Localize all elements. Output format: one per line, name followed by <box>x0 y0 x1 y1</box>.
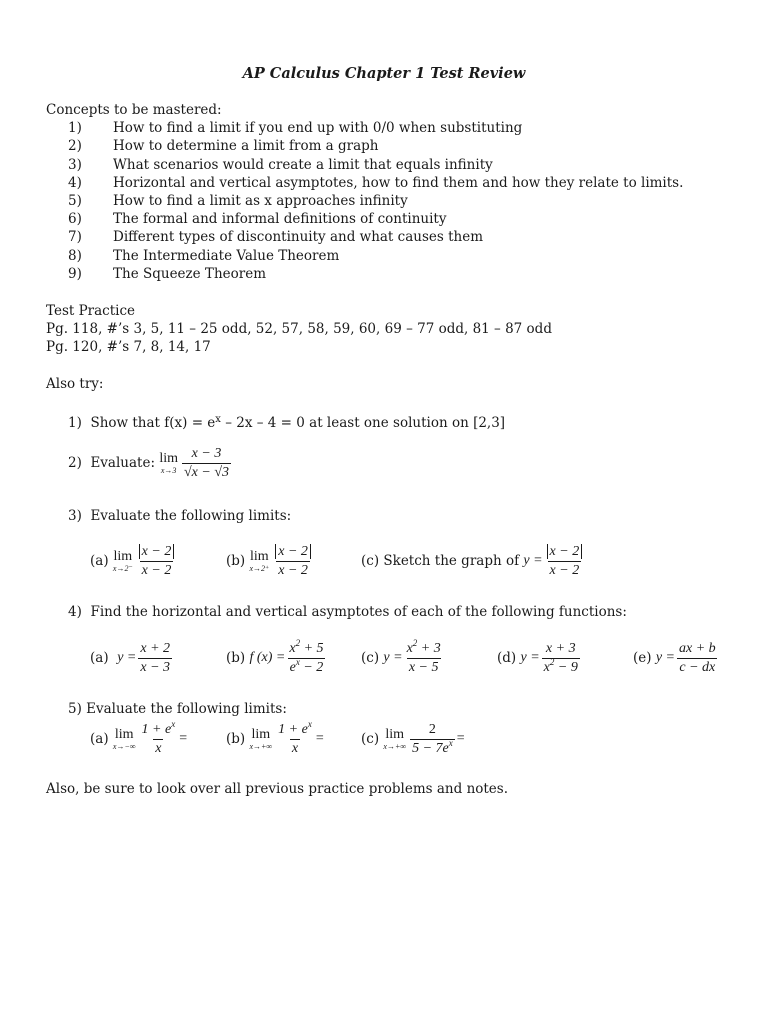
absolute-value: x − 2 <box>547 544 583 559</box>
part-label: (c) <box>361 731 380 748</box>
fraction <box>405 638 443 676</box>
numerator: x + 2 <box>140 641 171 656</box>
denominator: x <box>291 741 299 756</box>
problem-2 <box>68 446 233 481</box>
lim-word: lim <box>385 727 405 742</box>
problem-text: – 2x – 4 = 0 at least one solution on [2,3] <box>220 415 506 431</box>
limit-operator <box>383 728 406 751</box>
problem-4a <box>90 641 174 676</box>
part-label: (b) <box>226 553 246 570</box>
test-practice-line: Pg. 118, #’s 3, 5, 11 – 25 odd, 52, 57, 58, 59, 60, 69 – 77 odd, 81 – 87 odd <box>46 321 552 338</box>
fraction <box>140 719 178 757</box>
test-practice-heading: Test Practice <box>46 303 136 319</box>
exponent: x <box>307 719 312 729</box>
limit-operator <box>159 452 178 475</box>
numerator: 2 <box>428 722 436 737</box>
page-title: AP Calculus Chapter 1 Test Review <box>242 65 526 82</box>
numerator <box>273 544 313 561</box>
list-number: 1) <box>68 120 82 137</box>
part-label: (b) <box>226 650 246 667</box>
problem-5c <box>361 722 465 757</box>
problem-3a <box>90 544 178 579</box>
limit-operator <box>113 550 133 573</box>
fraction <box>182 446 231 481</box>
list-number: 7) <box>68 229 82 246</box>
denominator <box>542 658 580 676</box>
list-item <box>46 192 683 210</box>
list-text: How to find a limit as x approaches infinity <box>113 193 408 210</box>
denominator: x − 5 <box>408 660 439 675</box>
concepts-heading: Concepts to be mastered: <box>46 102 222 118</box>
lhs: y = <box>383 650 403 666</box>
equals-sign: = <box>456 731 465 747</box>
part-label: (d) <box>497 650 517 667</box>
list-text: How to determine a limit from a graph <box>113 138 379 155</box>
lhs: y = <box>523 553 543 569</box>
also-try-heading: Also try: <box>46 376 104 392</box>
numerator: ax + b <box>679 641 716 656</box>
problem-number: 2) <box>68 455 82 472</box>
part-label: (b) <box>226 731 246 748</box>
lhs: y = <box>520 650 540 666</box>
part-label: (a) <box>90 731 109 748</box>
exponent: 2 <box>549 657 555 667</box>
base: 1 + e <box>278 722 308 737</box>
test-practice-section <box>46 302 552 357</box>
numerator <box>545 544 585 561</box>
lim-subscript: x→+∞ <box>383 742 407 751</box>
exponent: x <box>295 657 300 667</box>
concepts-list <box>46 119 683 283</box>
problem-5: 5) Evaluate the following limits: <box>68 701 287 717</box>
sqrt-sign: √ <box>214 465 223 480</box>
part-label: (c) <box>361 650 380 667</box>
fraction <box>545 544 585 579</box>
fraction <box>138 641 172 676</box>
list-text: The Squeeze Theorem <box>113 265 266 282</box>
list-text: Different types of discontinuity and what causes them <box>113 229 483 246</box>
problem-3c <box>361 544 586 579</box>
part-label: (e) <box>633 650 652 667</box>
list-number: 4) <box>68 174 82 191</box>
base: e <box>289 660 296 675</box>
list-item <box>46 210 683 228</box>
lim-subscript: x→3 <box>160 466 177 475</box>
term: + 3 <box>417 641 441 656</box>
exponent: x <box>448 738 453 748</box>
list-number: 8) <box>68 247 82 264</box>
problem-text: Show that f(x) = e <box>90 415 216 431</box>
limit-operator <box>249 728 272 751</box>
list-number: 2) <box>68 138 82 155</box>
part-label: (a) <box>90 553 109 570</box>
lim-word: lim <box>251 727 271 742</box>
exponent: 2 <box>412 638 418 648</box>
fraction <box>542 641 580 676</box>
fraction <box>410 722 455 757</box>
problem-number: 4) <box>68 604 82 620</box>
problem-4d <box>497 641 582 676</box>
equals-sign: = <box>315 731 324 747</box>
sqrt-sign: √ <box>183 465 192 480</box>
problem-3b <box>226 544 315 579</box>
fraction <box>287 638 325 676</box>
limit-operator <box>113 728 136 751</box>
numerator <box>137 544 177 561</box>
list-item <box>46 137 683 155</box>
lim-subscript: x→−∞ <box>112 742 136 751</box>
exponent: x <box>171 719 176 729</box>
numerator <box>287 638 325 658</box>
term: − 2 <box>299 660 324 675</box>
exponent: x <box>215 414 221 425</box>
denominator <box>410 739 455 757</box>
problem-number: 1) <box>68 415 82 431</box>
radicand: x <box>191 465 198 480</box>
list-number: 5) <box>68 193 82 210</box>
part-label: (c) Sketch the graph of <box>361 553 520 570</box>
list-item <box>46 174 683 192</box>
minus: − <box>197 465 215 480</box>
lim-word: lim <box>159 451 178 466</box>
problem-number: 3) <box>68 508 82 524</box>
problem-4e <box>633 641 720 676</box>
base: x <box>543 660 550 675</box>
lim-subscript: x→2⁻ <box>112 564 133 573</box>
numerator: x + 3 <box>545 641 576 656</box>
part-label: (a) <box>90 650 109 667</box>
fraction <box>276 719 314 757</box>
problem-3 <box>68 507 291 525</box>
test-practice-line: Pg. 120, #’s 7, 8, 14, 17 <box>46 339 211 356</box>
exponent: 2 <box>295 638 301 648</box>
limit-operator <box>249 550 269 573</box>
lhs: y = <box>117 650 137 666</box>
denominator <box>182 463 231 481</box>
list-item <box>46 247 683 265</box>
absolute-value: x − 2 <box>275 544 311 559</box>
fraction <box>137 544 177 579</box>
numerator <box>276 719 314 739</box>
problem-4b <box>226 638 328 676</box>
list-item <box>46 228 683 246</box>
fraction <box>677 641 718 676</box>
problem-label: Evaluate: <box>90 455 156 472</box>
numerator <box>140 719 178 739</box>
list-item <box>46 156 683 174</box>
absolute-value: x − 2 <box>139 544 175 559</box>
list-number: 6) <box>68 211 82 228</box>
base: 1 + e <box>141 722 172 737</box>
problem-1 <box>68 411 505 432</box>
base: 5 − 7e <box>412 741 449 756</box>
concepts-section <box>46 101 683 283</box>
footer-note: Also, be sure to look over all previous practice problems and notes. <box>46 781 509 797</box>
lim-word: lim <box>250 549 269 564</box>
base: x <box>406 641 413 656</box>
term: + 5 <box>300 641 324 656</box>
list-item <box>46 265 683 283</box>
base: x <box>289 641 296 656</box>
lhs: f (x) = <box>249 650 286 666</box>
lim-subscript: x→+∞ <box>249 742 273 751</box>
equals-sign: = <box>179 731 188 747</box>
problem-5a <box>90 719 188 757</box>
list-item <box>46 119 683 137</box>
list-number: 3) <box>68 156 82 173</box>
list-text: The formal and informal definitions of continuity <box>113 211 447 228</box>
denominator: c − dx <box>679 660 716 675</box>
problem-label: Find the horizontal and vertical asymptotes of each of the following functions: <box>90 604 627 620</box>
radicand: 3 <box>222 465 230 480</box>
list-text: How to find a limit if you end up with 0/0 when substituting <box>113 120 523 137</box>
term: − 9 <box>554 660 578 675</box>
denominator: x − 2 <box>278 563 308 578</box>
list-number: 9) <box>68 265 82 282</box>
problem-4 <box>68 603 627 621</box>
numerator <box>405 638 443 658</box>
fraction <box>273 544 313 579</box>
problem-label: Evaluate the following limits: <box>90 508 292 524</box>
list-text: What scenarios would create a limit that equals infinity <box>113 156 493 173</box>
denominator: x − 3 <box>140 660 171 675</box>
lhs: y = <box>655 650 675 666</box>
lim-subscript: x→2⁺ <box>249 564 270 573</box>
list-text: Horizontal and vertical asymptotes, how to find them and how they relate to limits. <box>113 174 684 191</box>
lim-word: lim <box>114 727 134 742</box>
numerator: x − 3 <box>191 446 222 461</box>
denominator <box>288 658 326 676</box>
denominator: x − 2 <box>549 563 580 578</box>
denominator: x <box>155 741 162 756</box>
denominator: x − 2 <box>141 563 172 578</box>
list-text: The Intermediate Value Theorem <box>113 247 340 264</box>
problem-4c <box>361 638 445 676</box>
lim-word: lim <box>113 549 133 564</box>
problem-5b <box>226 719 324 757</box>
